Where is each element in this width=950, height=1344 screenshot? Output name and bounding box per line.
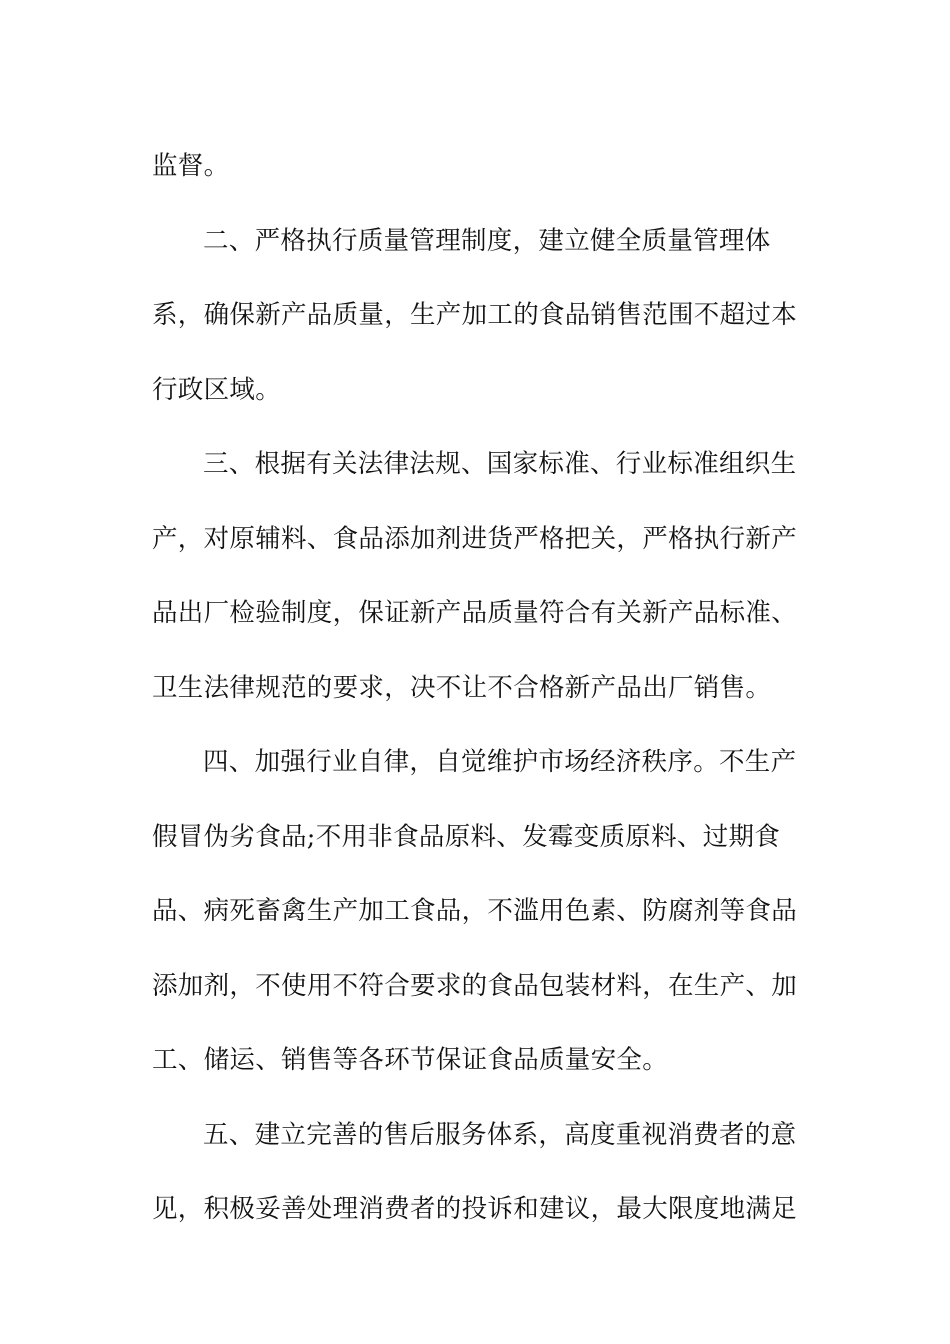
text-line: 见，积极妥善处理消费者的投诉和建议，最大限度地满足 xyxy=(152,1194,798,1224)
text-line: 行政区域。 xyxy=(152,374,282,405)
paragraph-5-start: 五、建立完善的售后服务体系，高度重视消费者的意 xyxy=(203,1119,797,1150)
document-body xyxy=(152,129,798,1247)
text-line: 添加剂，不使用不符合要求的食品包装材料，在生产、加 xyxy=(152,970,798,1001)
paragraph-4-start: 四、加强行业自律，自觉维护市场经济秩序。不生产 xyxy=(203,747,797,777)
paragraph-3-start: 三、根据有关法律法规、国家标准、行业标准组织生 xyxy=(203,449,797,479)
text-line: 假冒伪劣食品;不用非食品原料、发霉变质原料、过期食 xyxy=(152,821,781,852)
text-line: 监督。 xyxy=(152,151,230,181)
text-line: 系，确保新产品质量，生产加工的食品销售范围不超过本 xyxy=(152,300,798,330)
paragraph-2-start: 二、严格执行质量管理制度，建立健全质量管理体 xyxy=(203,225,771,256)
text-line: 产，对原辅料、食品添加剂进货严格把关，严格执行新产 xyxy=(152,523,798,554)
text-line: 品出厂检验制度，保证新产品质量符合有关新产品标准、 xyxy=(152,598,798,628)
text-line: 品、病死畜禽生产加工食品，不滥用色素、防腐剂等食品 xyxy=(152,896,798,926)
text-line: 工、储运、销售等各环节保证食品质量安全。 xyxy=(152,1045,669,1075)
text-line: 卫生法律规范的要求，决不让不合格新产品出厂销售。 xyxy=(152,672,772,703)
